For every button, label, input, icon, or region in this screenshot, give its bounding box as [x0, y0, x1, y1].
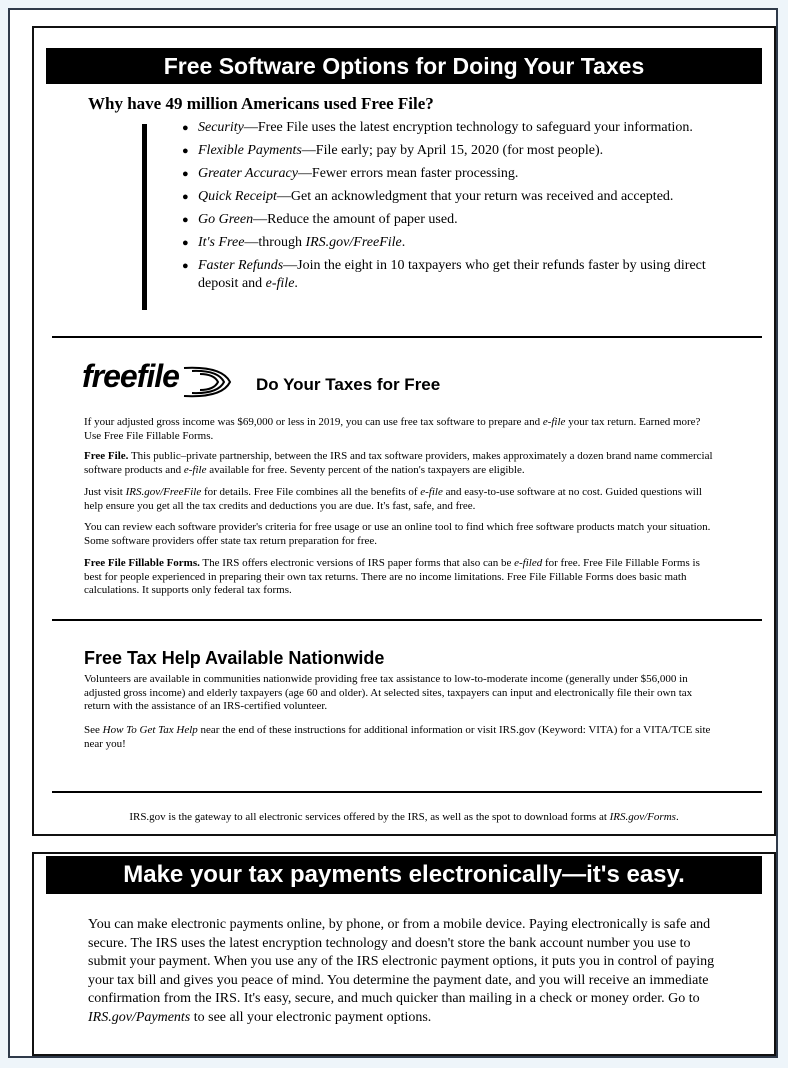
freefile-paragraph-3: Just visit IRS.gov/FreeFile for details. Free File combines all the benefits of e-file and easy-to-use software at no cost. Guided questions will help ensure you get all the tax credits and deductions you are due. It's fast, safe, and free. [84, 486, 702, 512]
tax-help-paragraph-2: See How To Get Tax Help near the end of these instructions for additional information or visit IRS.gov (Keyword: VITA) for a VITA/TCE site near you! [84, 724, 711, 750]
section-divider [46, 619, 762, 621]
free-software-section [32, 26, 776, 836]
freefile-paragraph-1: If your adjusted gross income was $69,000 or less in 2019, you can use free tax software to prepare and e-file your tax return. Earned more? Use Free File Fillable Forms. [84, 416, 701, 442]
freefile-paragraph-2: Free File. This public–private partnership, between the IRS and tax software providers, makes approximately a dozen brand name commercial software products and e-file available for free. Seventy percent of the nation's taxpayers are eligible. [84, 450, 713, 476]
section-divider [46, 336, 762, 338]
irs-gateway-note: IRS.gov is the gateway to all electronic services offered by the IRS, as well as the spot to download forms at IRS.gov/Forms. [129, 811, 679, 823]
tax-help-paragraph-1: Volunteers are available in communities nationwide providing free tax assistance to low-to-moderate income (generally under $56,000 in adjusted gross income) and elderly taxpayers (age 60 and older). At selected sites, taxpayers can input and electronically file their own tax return with the assistance of an IRS-certified volunteer. [84, 673, 693, 712]
list-item: ● Flexible Payments—File early; pay by April 15, 2020 (for most people). [182, 142, 747, 160]
vertical-bar [142, 124, 147, 310]
freefile-link[interactable]: IRS.gov/FreeFile [305, 235, 402, 250]
page-frame [8, 8, 778, 1058]
list-item: ● Faster Refunds—Join the eight in 10 taxpayers who get their refunds faster by using direct deposit and e-file. [182, 257, 747, 293]
list-item: ● Go Green—Reduce the amount of paper used. [182, 211, 747, 229]
list-item: ● Security—Free File uses the latest encryption technology to safeguard your information. [182, 119, 747, 137]
payments-section [32, 852, 776, 1056]
why-heading: Why have 49 million Americans used Free File? [88, 94, 434, 113]
payments-paragraph: You can make electronic payments online, by phone, or from a mobile device. Paying electronically is safe and secure. The IRS uses the latest encryption technology and doesn't store the bank account number you use to submit your payment. When you use any of the IRS electronic payment options, it puts you in control of paying your tax bill and gives you peace of mind. You determine the payment date, and you will receive an immediate confirmation from the IRS. It's easy, secure, and much quicker than mailing in a check or money order. Go to IRS.gov/Payments to see all your electronic payment options. [88, 917, 715, 1025]
payments-link[interactable]: IRS.gov/Payments [88, 1009, 191, 1025]
tax-help-heading: Free Tax Help Available Nationwide [84, 648, 385, 668]
freefile-heading: Do Your Taxes for Free [256, 375, 441, 394]
freefile-logo [82, 358, 242, 402]
benefits-list [182, 119, 747, 298]
freefile-link[interactable]: IRS.gov/FreeFile [125, 486, 202, 498]
free-software-banner: Free Software Options for Doing Your Taxes [46, 48, 762, 84]
list-item: ● It's Free—through IRS.gov/FreeFile. [182, 234, 747, 252]
list-item: ● Greater Accuracy—Fewer errors mean faster processing. [182, 165, 747, 183]
forms-link[interactable]: IRS.gov/Forms [609, 811, 676, 823]
freefile-paragraph-5: Free File Fillable Forms. The IRS offers electronic versions of IRS paper forms that also can be e-filed for free. Free File Fillable Forms is best for people experienced in preparing their own tax returns. There are no income limitations. Free File Fillable Forms does basic math calculations. It supports only federal tax forms. [84, 557, 700, 596]
section-divider [46, 791, 762, 793]
freefile-paragraph-4: You can review each software provider's criteria for free usage or use an online tool to find which free software products match your situation. Some software providers offer state tax return preparation for free. [84, 521, 711, 547]
list-item: ● Quick Receipt—Get an acknowledgment that your return was received and accepted. [182, 188, 747, 206]
swoosh-icon [182, 362, 242, 402]
freefile-logo-text: freefile [82, 358, 179, 394]
payments-banner: Make your tax payments electronically—it's easy. [46, 856, 762, 894]
